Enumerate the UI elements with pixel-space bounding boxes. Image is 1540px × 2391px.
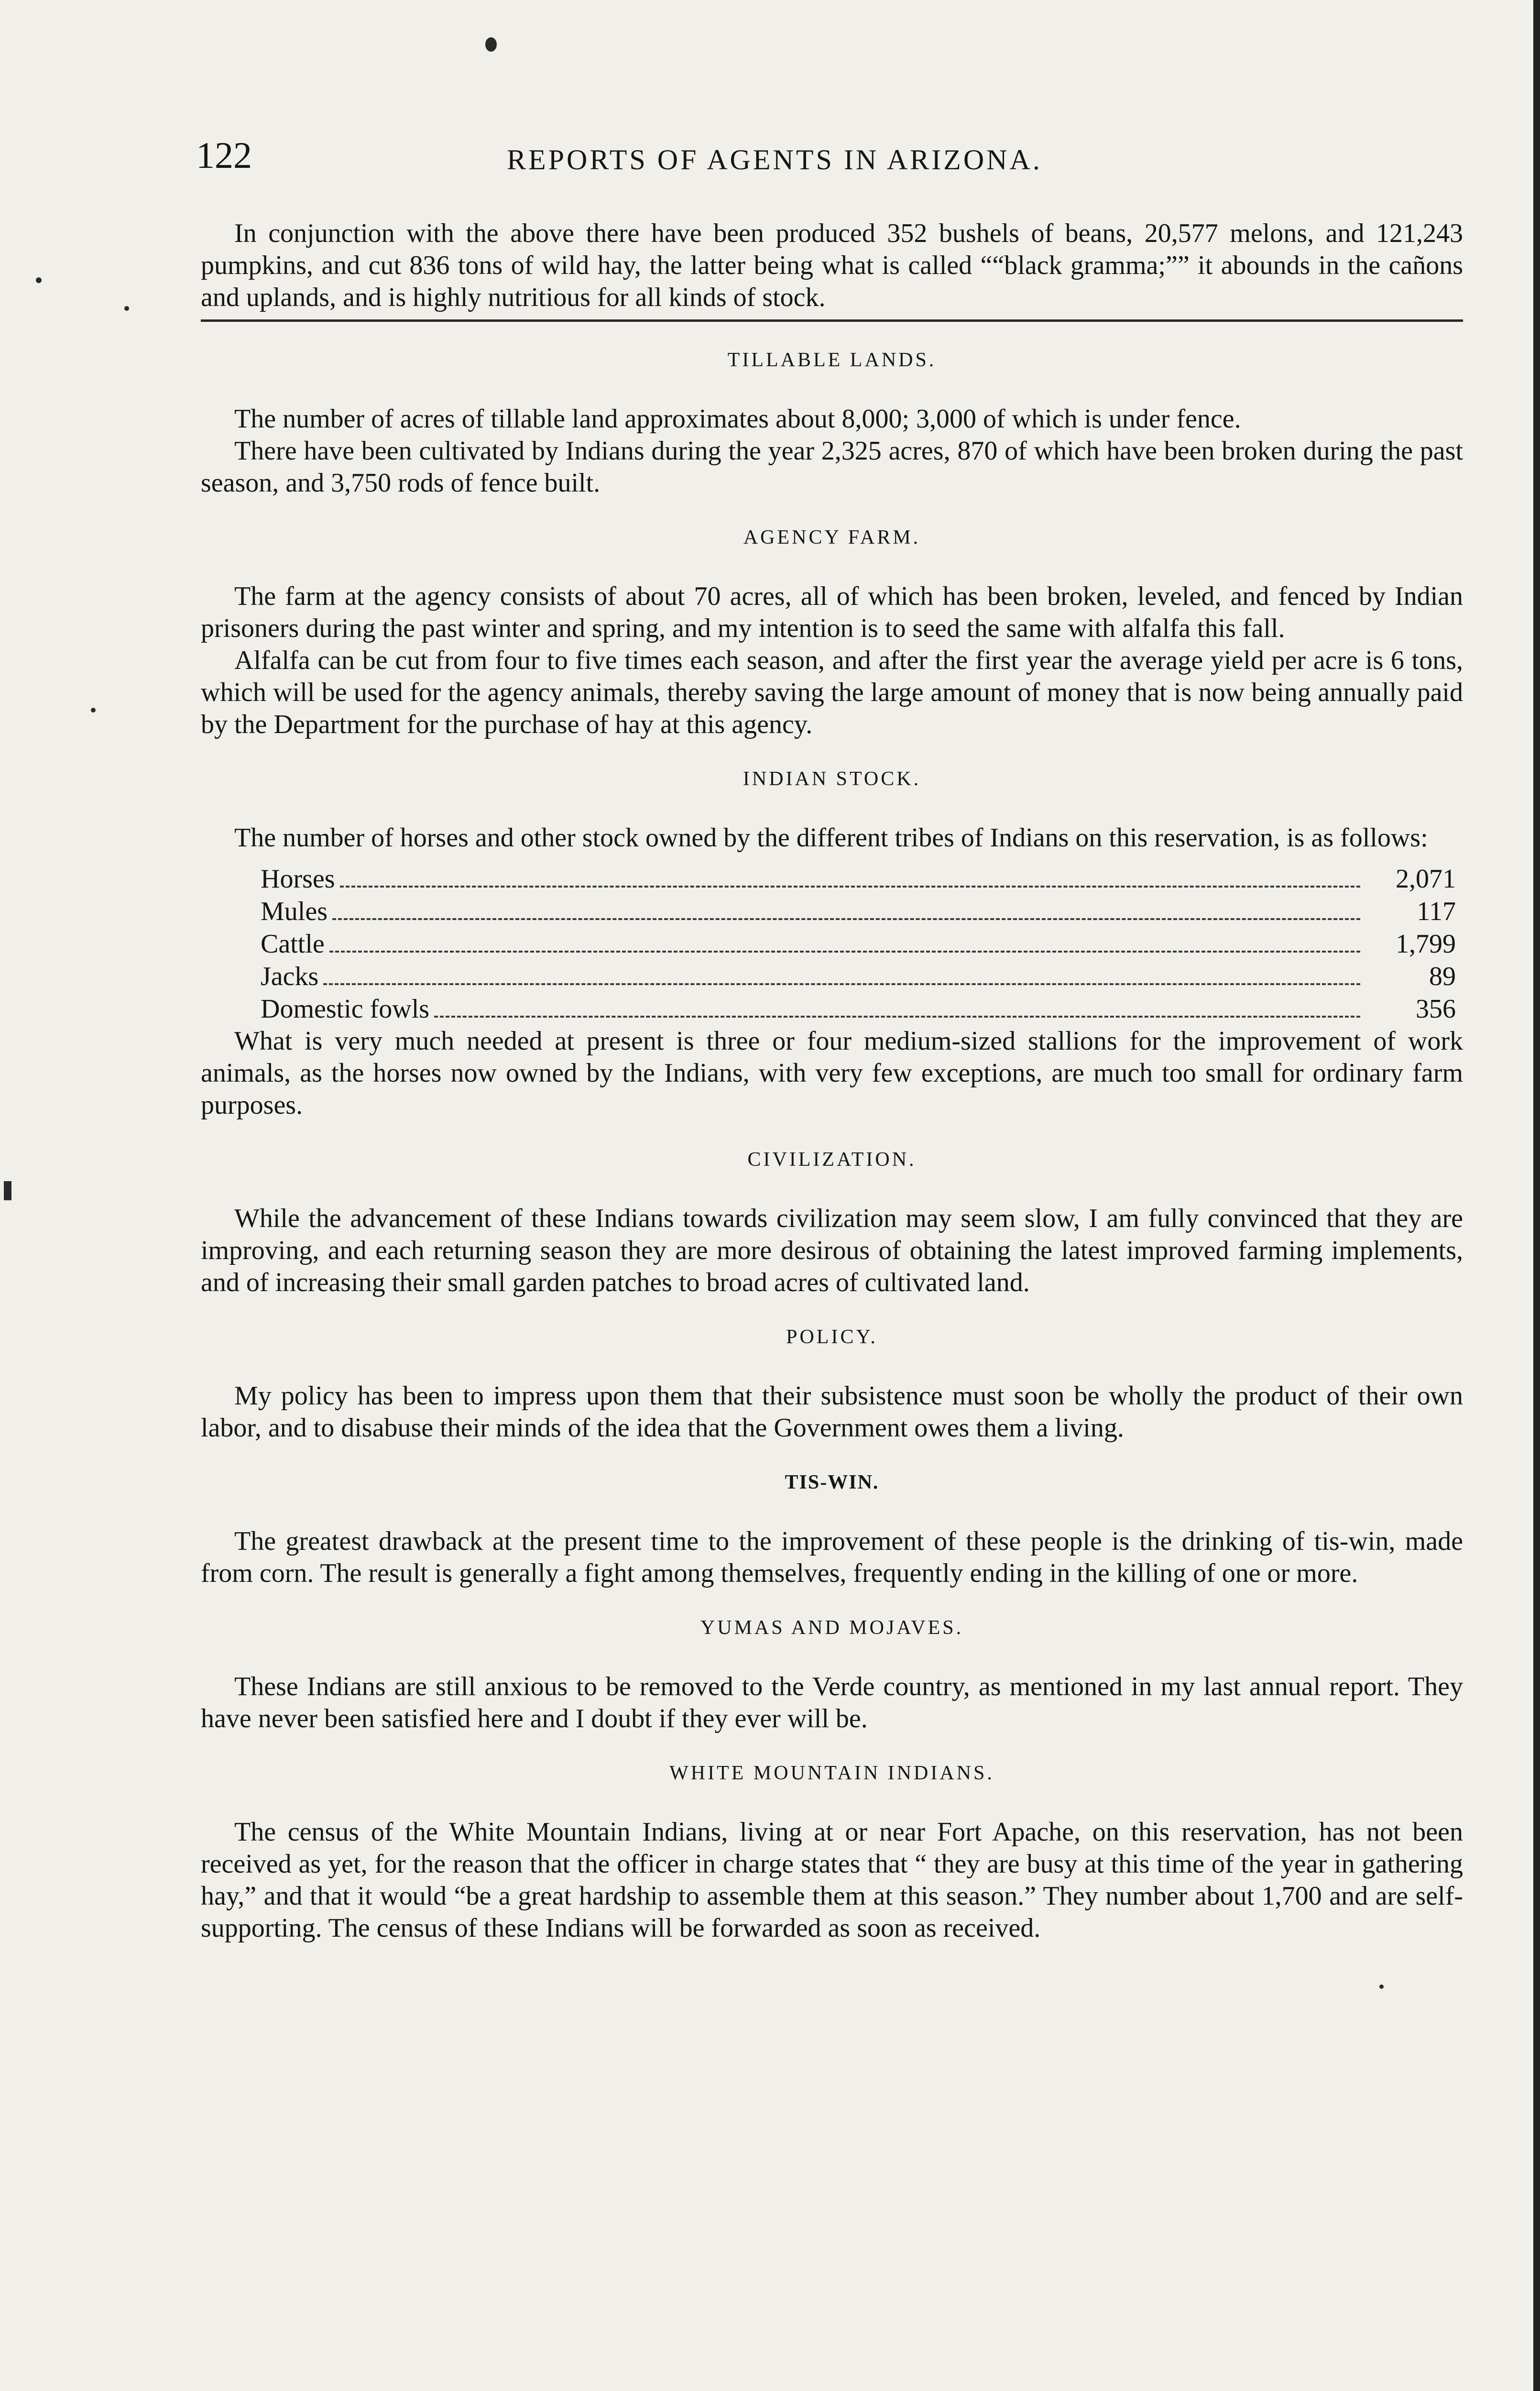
stock-list xyxy=(201,863,1456,1025)
dot-leader xyxy=(323,983,1360,985)
running-title: REPORTS OF AGENTS IN ARIZONA. xyxy=(507,144,1042,175)
document-body xyxy=(201,218,1463,1944)
white-mountain-paragraph: The census of the White Mountain Indians, living at or near Fort Apache, on this reservation, has not been received as yet, for the reason that the officer in charge states that “ they are busy at this time of the year in gathering hay,” and that it would “be a great hardship to assemble them at this season.” They number about 1,700 and are self-supporting. The census of these Indians will be forwarded as soon as received. xyxy=(201,1817,1463,1943)
stock-value: 356 xyxy=(1416,994,1456,1024)
heading-civilization: CIVILIZATION. xyxy=(747,1149,917,1171)
stock-label: Jacks xyxy=(261,962,319,991)
dot-leader xyxy=(329,951,1360,953)
agency-farm-paragraph-1: The farm at the agency consists of about 70 acres, all of which has been broken, leveled, and fenced by Indian prisoners during the past winter and spring, and my intention is to seed the same with alfalfa this fall. xyxy=(201,581,1463,643)
scan-speck xyxy=(485,37,497,52)
scan-speck xyxy=(1379,1985,1384,1989)
yumas-paragraph: These Indians are still anxious to be removed to the Verde country, as mentioned in my last annual report. They have never been satisfied here and I doubt if they ever will be. xyxy=(201,1672,1463,1733)
heading-white-mountain: WHITE MOUNTAIN INDIANS. xyxy=(669,1762,994,1784)
stock-value: 1,799 xyxy=(1396,929,1456,959)
stock-label: Mules xyxy=(261,897,328,926)
dot-leader xyxy=(434,1016,1360,1018)
page-header xyxy=(196,132,1458,179)
stock-value: 89 xyxy=(1429,962,1456,991)
scan-speck xyxy=(4,1181,11,1200)
tillable-paragraph-2: There have been cultivated by Indians during the year 2,325 acres, 870 of which have been broken during the past season, and 3,750 rods of fence built. xyxy=(201,436,1463,498)
dot-leader xyxy=(340,886,1360,888)
stock-row xyxy=(261,993,1456,1025)
civilization-paragraph: While the advancement of these Indians towards civilization may seem slow, I am fully convinced that they are improving, and each returning season they are more desirous of obtaining the latest improved farming implements, and of increasing their small garden patches to broad acres of cultivated land. xyxy=(201,1204,1463,1297)
scan-speck xyxy=(91,708,96,713)
stock-label: Cattle xyxy=(261,929,325,959)
dot-leader xyxy=(332,918,1360,920)
stock-row xyxy=(261,960,1456,993)
heading-yumas-mojaves: YUMAS AND MOJAVES. xyxy=(700,1617,964,1639)
tis-win-paragraph: The greatest drawback at the present time to the improvement of these people is the drinking of tis-win, made from corn. The result is generally a fight among themselves, frequently ending in the killing of one or more. xyxy=(201,1526,1463,1588)
stock-row xyxy=(261,863,1456,895)
stock-label: Horses xyxy=(261,864,335,894)
stock-value: 2,071 xyxy=(1396,864,1456,894)
policy-paragraph: My policy has been to impress upon them that their subsistence must soon be wholly the product of their own labor, and to disabuse their minds of the idea that the Government owes them a living. xyxy=(201,1381,1463,1443)
heading-agency-farm: AGENCY FARM. xyxy=(743,526,921,548)
heading-tis-win: TIS-WIN. xyxy=(785,1471,879,1493)
stock-row xyxy=(261,895,1456,928)
tillable-paragraph-1: The number of acres of tillable land approximates about 8,000; 3,000 of which is under fence. xyxy=(234,404,1241,434)
stock-label: Domestic fowls xyxy=(261,994,430,1024)
heading-policy: POLICY. xyxy=(786,1326,878,1348)
page-number: 122 xyxy=(196,134,252,176)
stock-value: 117 xyxy=(1417,897,1456,926)
indian-stock-paragraph-2: What is very much needed at present is three or four medium-sized stallions for the improvement of work animals, as the horses now owned by the Indians, with very few exceptions, are much too small for ordinary farm purposes. xyxy=(201,1026,1463,1120)
agency-farm-paragraph-2: Alfalfa can be cut from four to five times each season, and after the first year the average yield per acre is 6 tons, which will be used for the agency animals, thereby saving the large amount of money that is now being annually paid by the Department for the purchase of hay at this agency. xyxy=(201,646,1463,739)
scan-speck xyxy=(124,306,129,311)
intro-paragraph: In conjunction with the above there have been produced 352 bushels of beans, 20,577 melons, and 121,243 pumpkins, and cut 836 tons of wild hay, the latter being what is called ““black gramma;”” it abounds in the cañons and uplands, and is highly nutritious for all kinds of stock. xyxy=(201,219,1463,312)
indian-stock-paragraph-1: The number of horses and other stock owned by the different tribes of Indians on this reservation, is as follows: xyxy=(234,823,1428,853)
scan-speck xyxy=(36,277,42,283)
section-rule xyxy=(201,319,1463,322)
heading-indian-stock: INDIAN STOCK. xyxy=(743,768,921,790)
stock-row xyxy=(261,928,1456,960)
heading-tillable-lands: TILLABLE LANDS. xyxy=(727,349,937,371)
